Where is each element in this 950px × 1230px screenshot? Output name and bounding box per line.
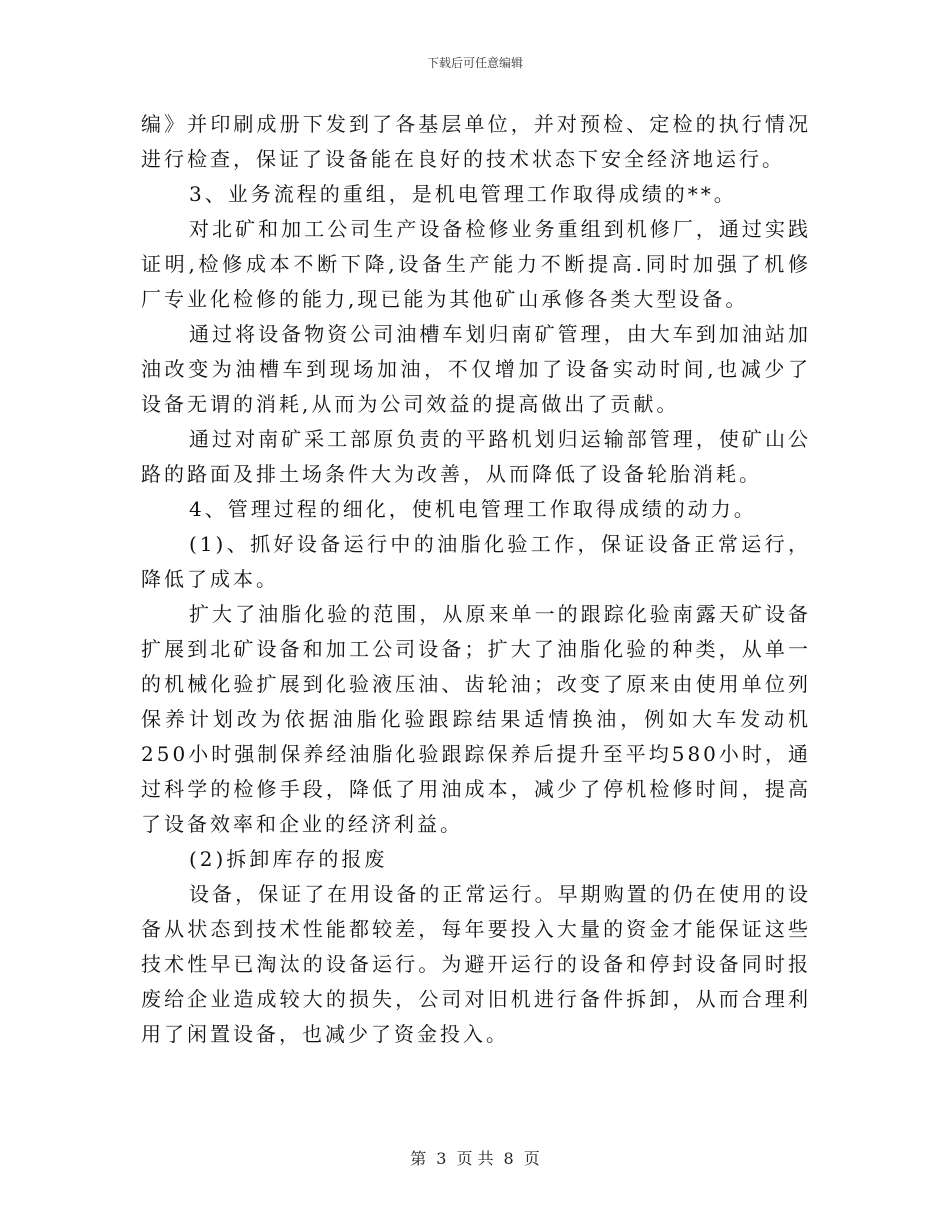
paragraph: (1)、抓好设备运行中的油脂化验工作，保证设备正常运行，降低了成本。 [141,532,811,591]
paragraph: 通过对南矿采工部原负责的平路机划归运输部管理，使矿山公路的路面及排土场条件大为改善，从而降低了设备轮胎消耗。 [141,427,811,486]
current-page-number: 3 [436,1149,447,1168]
total-pages: 8 [503,1149,514,1168]
paragraph: 4、管理过程的细化，使机电管理工作取得成绩的动力。 [189,497,757,521]
paragraph: 编》并印刷成册下发到了各基层单位，并对预检、定检的执行情况进行检查，保证了设备能在良好的技术状态下安全经济地运行。 [141,112,811,171]
footer-prefix: 第 [410,1149,427,1168]
paragraph: 设备，保证了在用设备的正常运行。早期购置的仍在使用的设备从状态到技术性能都较差，每年要投入大量的资金才能保证这些技术性早已淘汰的设备运行。为避开运行的设备和停封设备同时报废给企业造成较大的损失，公司对旧机进行备件拆卸，从而合理利用了闲置设备，也减少了资金投入。 [141,882,811,1046]
page-header-note: 下载后可任意编辑 [426,56,523,70]
footer-mid: 页 共 [456,1149,494,1168]
paragraph: 通过将设备物资公司油槽车划归南矿管理，由大车到加油站加油改变为油槽车到现场加油，不仅增加了设备实动时间,也减少了设备无谓的消耗,从而为公司效益的提高做出了贡献。 [141,322,811,416]
footer-suffix: 页 [523,1149,540,1168]
paragraph: 3、业务流程的重组，是机电管理工作取得成绩的**。 [189,182,737,206]
paragraph: (2)拆卸库存的报废 [189,847,388,871]
paragraph: 对北矿和加工公司生产设备检修业务重组到机修厂，通过实践证明,检修成本不断下降,设备生产能力不断提高.同时加强了机修厂专业化检修的能力,现已能为其他矿山承修各类大型设备。 [141,217,811,311]
document-body [141,107,811,1052]
paragraph: 扩大了油脂化验的范围，从原来单一的跟踪化验南露天矿设备扩展到北矿设备和加工公司设备；扩大了油脂化验的种类，从单一的机械化验扩展到化验液压油、齿轮油；改变了原来由使用单位列保养计划改为依据油脂化验跟踪结果适情换油，例如大车发动机250小时强制保养经油脂化验跟踪保养后提升至平均580小时，通过科学的检修手段，降低了用油成本，减少了停机检修时间，提高了设备效率和企业的经济利益。 [141,602,811,836]
page-footer [0,1146,950,1169]
